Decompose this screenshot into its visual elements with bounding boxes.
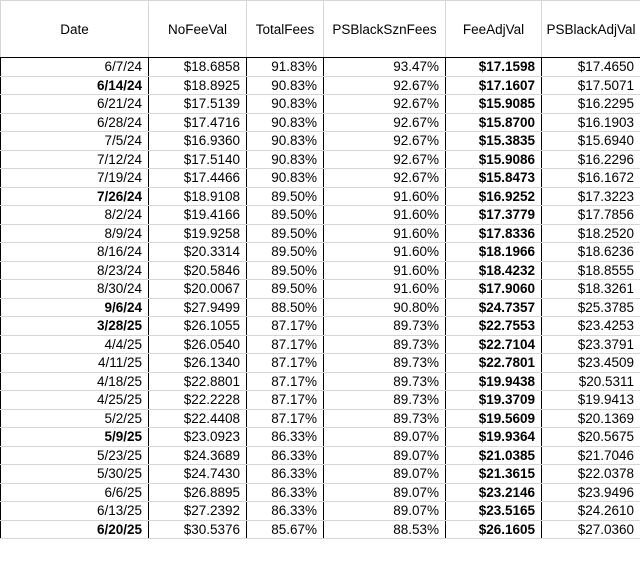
cell-feeadjval[interactable]: $15.9085	[446, 95, 542, 114]
table-row	[1, 280, 640, 299]
cell-feeadjval[interactable]: $15.8473	[446, 169, 542, 188]
cell-psblackseznfees[interactable]: 92.67%	[324, 113, 446, 132]
cell-psblackseznfees[interactable]: 91.60%	[324, 187, 446, 206]
cell-psblackseznfees[interactable]: 92.67%	[324, 76, 446, 95]
cell-totalfees[interactable]: 89.50%	[247, 187, 324, 206]
cell-feeadjval[interactable]: $19.9364	[446, 428, 542, 447]
cell-totalfees[interactable]: 90.83%	[247, 169, 324, 188]
cell-nofeeval[interactable]: $20.0067	[149, 280, 247, 299]
cell-psblackadjval[interactable]: $17.4650	[542, 58, 640, 77]
cell-date[interactable]: 8/16/24	[1, 243, 149, 262]
cell-feeadjval[interactable]: $15.8700	[446, 113, 542, 132]
table-row	[1, 132, 640, 151]
table-row	[1, 206, 640, 225]
cell-psblackadjval[interactable]: $18.2520	[542, 224, 640, 243]
cell-nofeeval[interactable]: $26.8895	[149, 483, 247, 502]
table-row	[1, 520, 640, 539]
cell-feeadjval[interactable]: $22.7553	[446, 317, 542, 336]
cell-feeadjval[interactable]: $19.9438	[446, 372, 542, 391]
cell-feeadjval[interactable]: $18.4232	[446, 261, 542, 280]
cell-psblackadjval[interactable]: $21.7046	[542, 446, 640, 465]
cell-psblackseznfees[interactable]: 93.47%	[324, 58, 446, 77]
cell-psblackseznfees[interactable]: 91.60%	[324, 224, 446, 243]
header-psblackadjval[interactable]: PSBlackAdjVal	[542, 1, 640, 58]
cell-nofeeval[interactable]: $27.2392	[149, 502, 247, 521]
cell-totalfees[interactable]: 90.83%	[247, 132, 324, 151]
table-row	[1, 483, 640, 502]
cell-date[interactable]: 6/28/24	[1, 113, 149, 132]
header-psblackseznfees[interactable]: PSBlackSznFees	[324, 1, 446, 58]
cell-psblackseznfees[interactable]: 89.07%	[324, 428, 446, 447]
cell-psblackseznfees[interactable]: 89.07%	[324, 465, 446, 484]
table-row	[1, 76, 640, 95]
cell-psblackseznfees[interactable]: 90.80%	[324, 298, 446, 317]
cell-date[interactable]: 6/21/24	[1, 95, 149, 114]
cell-date[interactable]: 6/13/25	[1, 502, 149, 521]
cell-feeadjval[interactable]: $16.9252	[446, 187, 542, 206]
cell-date[interactable]: 8/30/24	[1, 280, 149, 299]
cell-totalfees[interactable]: 86.33%	[247, 502, 324, 521]
cell-feeadjval[interactable]: $24.7357	[446, 298, 542, 317]
cell-feeadjval[interactable]: $17.8336	[446, 224, 542, 243]
cell-nofeeval[interactable]: $18.8925	[149, 76, 247, 95]
cell-nofeeval[interactable]: $18.6858	[149, 58, 247, 77]
cell-feeadjval[interactable]: $21.0385	[446, 446, 542, 465]
cell-psblackadjval[interactable]: $17.3223	[542, 187, 640, 206]
cell-totalfees[interactable]: 87.17%	[247, 335, 324, 354]
cell-date[interactable]: 6/20/25	[1, 520, 149, 539]
cell-psblackadjval[interactable]: $23.9496	[542, 483, 640, 502]
cell-nofeeval[interactable]: $20.5846	[149, 261, 247, 280]
cell-date[interactable]: 6/6/25	[1, 483, 149, 502]
cell-totalfees[interactable]: 90.83%	[247, 150, 324, 169]
cell-nofeeval[interactable]: $22.8801	[149, 372, 247, 391]
table-row	[1, 298, 640, 317]
cell-psblackadjval[interactable]: $23.4509	[542, 354, 640, 373]
cell-totalfees[interactable]: 86.33%	[247, 465, 324, 484]
cell-totalfees[interactable]: 87.17%	[247, 372, 324, 391]
table-row	[1, 502, 640, 521]
table-row	[1, 58, 640, 77]
cell-feeadjval[interactable]: $17.1598	[446, 58, 542, 77]
table-row	[1, 224, 640, 243]
header-feeadjval[interactable]: FeeAdjVal	[446, 1, 542, 58]
cell-feeadjval[interactable]: $22.7801	[446, 354, 542, 373]
header-date[interactable]: Date	[1, 1, 149, 58]
cell-feeadjval[interactable]: $18.1966	[446, 243, 542, 262]
cell-feeadjval[interactable]: $21.3615	[446, 465, 542, 484]
cell-nofeeval[interactable]: $27.9499	[149, 298, 247, 317]
table-row	[1, 187, 640, 206]
cell-psblackseznfees[interactable]: 89.07%	[324, 502, 446, 521]
cell-nofeeval[interactable]: $19.9258	[149, 224, 247, 243]
cell-psblackadjval[interactable]: $16.2295	[542, 95, 640, 114]
cell-date[interactable]: 5/30/25	[1, 465, 149, 484]
table-row	[1, 446, 640, 465]
table-row	[1, 169, 640, 188]
cell-psblackadjval[interactable]: $18.8555	[542, 261, 640, 280]
cell-totalfees[interactable]: 87.17%	[247, 391, 324, 410]
cell-date[interactable]: 5/23/25	[1, 446, 149, 465]
table-row	[1, 465, 640, 484]
header-totalfees[interactable]: TotalFees	[247, 1, 324, 58]
cell-date[interactable]: 6/7/24	[1, 58, 149, 77]
table-row	[1, 354, 640, 373]
cell-totalfees[interactable]: 85.67%	[247, 520, 324, 539]
cell-nofeeval[interactable]: $18.9108	[149, 187, 247, 206]
cell-totalfees[interactable]: 89.50%	[247, 243, 324, 262]
table-row	[1, 243, 640, 262]
cell-psblackadjval[interactable]: $20.5311	[542, 372, 640, 391]
cell-totalfees[interactable]: 90.83%	[247, 113, 324, 132]
cell-feeadjval[interactable]: $22.7104	[446, 335, 542, 354]
cell-nofeeval[interactable]: $24.3689	[149, 446, 247, 465]
table-row	[1, 428, 640, 447]
cell-psblackadjval[interactable]: $18.3261	[542, 280, 640, 299]
cell-psblackseznfees[interactable]: 92.67%	[324, 132, 446, 151]
cell-feeadjval[interactable]: $23.2146	[446, 483, 542, 502]
cell-date[interactable]: 4/11/25	[1, 354, 149, 373]
cell-nofeeval[interactable]: $17.5139	[149, 95, 247, 114]
cell-psblackadjval[interactable]: $19.9413	[542, 391, 640, 410]
cell-psblackseznfees[interactable]: 91.60%	[324, 280, 446, 299]
cell-feeadjval[interactable]: $19.3709	[446, 391, 542, 410]
cell-nofeeval[interactable]: $26.1055	[149, 317, 247, 336]
cell-psblackadjval[interactable]: $27.0360	[542, 520, 640, 539]
cell-psblackseznfees[interactable]: 89.73%	[324, 317, 446, 336]
cell-nofeeval[interactable]: $26.0540	[149, 335, 247, 354]
cell-nofeeval[interactable]: $17.4716	[149, 113, 247, 132]
cell-psblackadjval[interactable]: $15.6940	[542, 132, 640, 151]
cell-totalfees[interactable]: 88.50%	[247, 298, 324, 317]
cell-psblackseznfees[interactable]: 89.73%	[324, 372, 446, 391]
cell-date[interactable]: 4/18/25	[1, 372, 149, 391]
cell-nofeeval[interactable]: $26.1340	[149, 354, 247, 373]
cell-nofeeval[interactable]: $17.4466	[149, 169, 247, 188]
cell-psblackadjval[interactable]: $25.3785	[542, 298, 640, 317]
cell-psblackseznfees[interactable]: 89.73%	[324, 391, 446, 410]
cell-feeadjval[interactable]: $17.9060	[446, 280, 542, 299]
cell-psblackseznfees[interactable]: 92.67%	[324, 150, 446, 169]
cell-totalfees[interactable]: 90.83%	[247, 95, 324, 114]
cell-date[interactable]: 7/12/24	[1, 150, 149, 169]
cell-date[interactable]: 3/28/25	[1, 317, 149, 336]
header-nofeeval[interactable]: NoFeeVal	[149, 1, 247, 58]
cell-date[interactable]: 5/2/25	[1, 409, 149, 428]
cell-totalfees[interactable]: 86.33%	[247, 483, 324, 502]
cell-date[interactable]: 6/14/24	[1, 76, 149, 95]
cell-totalfees[interactable]: 89.50%	[247, 224, 324, 243]
cell-nofeeval[interactable]: $19.4166	[149, 206, 247, 225]
cell-totalfees[interactable]: 86.33%	[247, 446, 324, 465]
cell-feeadjval[interactable]: $23.5165	[446, 502, 542, 521]
cell-totalfees[interactable]: 87.17%	[247, 409, 324, 428]
cell-psblackadjval[interactable]: $18.6236	[542, 243, 640, 262]
cell-psblackseznfees[interactable]: 89.73%	[324, 409, 446, 428]
cell-psblackseznfees[interactable]: 92.67%	[324, 95, 446, 114]
cell-totalfees[interactable]: 91.83%	[247, 58, 324, 77]
cell-nofeeval[interactable]: $30.5376	[149, 520, 247, 539]
cell-psblackadjval[interactable]: $23.4253	[542, 317, 640, 336]
cell-psblackseznfees[interactable]: 89.07%	[324, 446, 446, 465]
cell-psblackadjval[interactable]: $23.3791	[542, 335, 640, 354]
cell-date[interactable]: 9/6/24	[1, 298, 149, 317]
cell-date[interactable]: 7/19/24	[1, 169, 149, 188]
cell-nofeeval[interactable]: $24.7430	[149, 465, 247, 484]
cell-psblackadjval[interactable]: $22.0378	[542, 465, 640, 484]
cell-psblackseznfees[interactable]: 89.07%	[324, 483, 446, 502]
cell-date[interactable]: 8/23/24	[1, 261, 149, 280]
cell-psblackseznfees[interactable]: 91.60%	[324, 261, 446, 280]
cell-nofeeval[interactable]: $20.3314	[149, 243, 247, 262]
cell-psblackadjval[interactable]: $24.2610	[542, 502, 640, 521]
cell-feeadjval[interactable]: $19.5609	[446, 409, 542, 428]
cell-psblackseznfees[interactable]: 91.60%	[324, 206, 446, 225]
table-row	[1, 150, 640, 169]
cell-feeadjval[interactable]: $17.1607	[446, 76, 542, 95]
cell-nofeeval[interactable]: $23.0923	[149, 428, 247, 447]
cell-psblackseznfees[interactable]: 88.53%	[324, 520, 446, 539]
cell-totalfees[interactable]: 89.50%	[247, 261, 324, 280]
cell-feeadjval[interactable]: $15.9086	[446, 150, 542, 169]
cell-date[interactable]: 8/2/24	[1, 206, 149, 225]
cell-psblackadjval[interactable]: $16.1672	[542, 169, 640, 188]
cell-nofeeval[interactable]: $22.4408	[149, 409, 247, 428]
cell-psblackseznfees[interactable]: 92.67%	[324, 169, 446, 188]
cell-date[interactable]: 8/9/24	[1, 224, 149, 243]
table-row	[1, 409, 640, 428]
cell-feeadjval[interactable]: $26.1605	[446, 520, 542, 539]
table-row	[1, 317, 640, 336]
table-row	[1, 95, 640, 114]
cell-nofeeval[interactable]: $17.5140	[149, 150, 247, 169]
cell-psblackadjval[interactable]: $16.2296	[542, 150, 640, 169]
cell-psblackadjval[interactable]: $17.7856	[542, 206, 640, 225]
cell-totalfees[interactable]: 89.50%	[247, 206, 324, 225]
cell-totalfees[interactable]: 90.83%	[247, 76, 324, 95]
table-row	[1, 372, 640, 391]
cell-date[interactable]: 7/26/24	[1, 187, 149, 206]
table-row	[1, 261, 640, 280]
cell-psblackseznfees[interactable]: 91.60%	[324, 243, 446, 262]
cell-psblackadjval[interactable]: $16.1903	[542, 113, 640, 132]
cell-feeadjval[interactable]: $15.3835	[446, 132, 542, 151]
cell-nofeeval[interactable]: $16.9360	[149, 132, 247, 151]
cell-psblackadjval[interactable]: $20.5675	[542, 428, 640, 447]
cell-totalfees[interactable]: 89.50%	[247, 280, 324, 299]
cell-date[interactable]: 4/25/25	[1, 391, 149, 410]
cell-totalfees[interactable]: 87.17%	[247, 317, 324, 336]
cell-psblackadjval[interactable]: $17.5071	[542, 76, 640, 95]
table-row	[1, 335, 640, 354]
cell-psblackseznfees[interactable]: 89.73%	[324, 354, 446, 373]
cell-date[interactable]: 7/5/24	[1, 132, 149, 151]
table-body	[1, 58, 640, 539]
cell-feeadjval[interactable]: $17.3779	[446, 206, 542, 225]
cell-totalfees[interactable]: 87.17%	[247, 354, 324, 373]
table-row	[1, 113, 640, 132]
cell-date[interactable]: 5/9/25	[1, 428, 149, 447]
cell-date[interactable]: 4/4/25	[1, 335, 149, 354]
cell-totalfees[interactable]: 86.33%	[247, 428, 324, 447]
table-row	[1, 391, 640, 410]
cell-psblackseznfees[interactable]: 89.73%	[324, 335, 446, 354]
cell-psblackadjval[interactable]: $20.1369	[542, 409, 640, 428]
cell-nofeeval[interactable]: $22.2228	[149, 391, 247, 410]
header-row	[1, 1, 640, 58]
